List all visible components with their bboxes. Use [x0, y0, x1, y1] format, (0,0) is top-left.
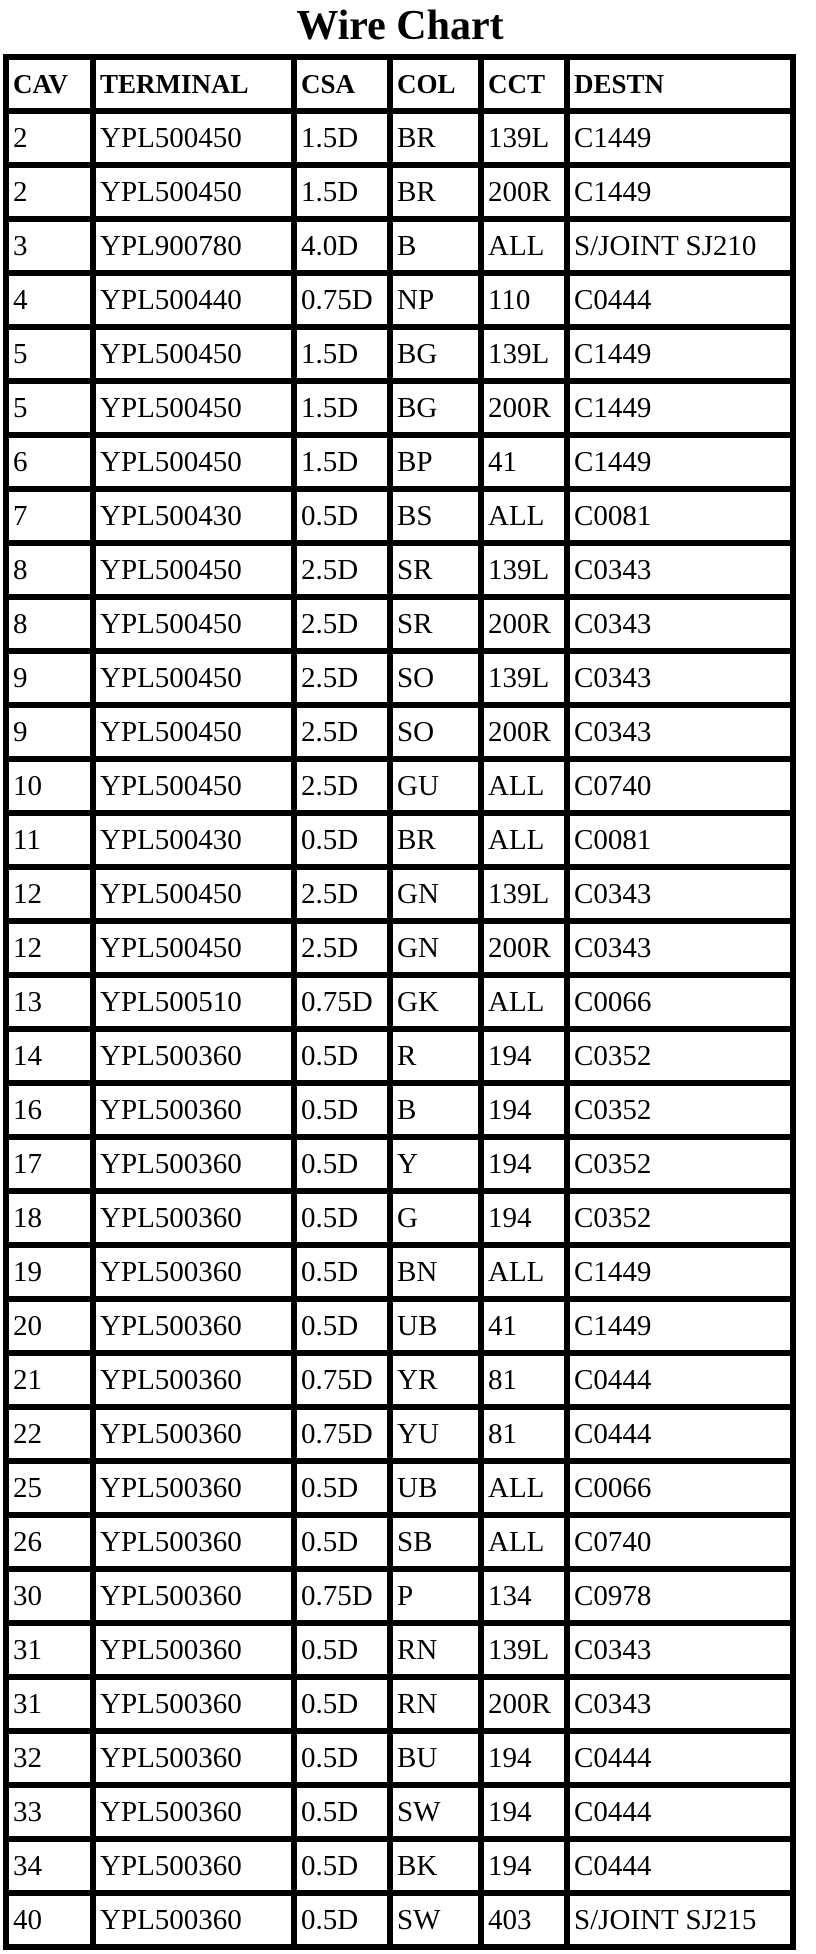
cell-destn: C1449 — [570, 330, 790, 378]
cell-destn: C0081 — [570, 492, 790, 540]
cell-cct: ALL — [484, 762, 564, 810]
cell-terminal: YPL500440 — [96, 276, 291, 324]
cell-cct: 139L — [484, 546, 564, 594]
cell-col: R — [393, 1032, 478, 1080]
table-row — [9, 438, 790, 486]
cell-terminal: YPL500360 — [96, 1302, 291, 1350]
cell-terminal: YPL500360 — [96, 1788, 291, 1836]
cell-destn: C0343 — [570, 600, 790, 648]
cell-col: BG — [393, 384, 478, 432]
cell-csa: 0.5D — [297, 1032, 387, 1080]
cell-cct: 194 — [484, 1734, 564, 1782]
cell-destn: S/JOINT SJ210 — [570, 222, 790, 270]
cell-cav: 2 — [9, 114, 90, 162]
cell-destn: C0343 — [570, 870, 790, 918]
table-row — [9, 114, 790, 162]
cell-col: SB — [393, 1518, 478, 1566]
cell-csa: 0.75D — [297, 978, 387, 1026]
cell-csa: 1.5D — [297, 438, 387, 486]
cell-col: BG — [393, 330, 478, 378]
cell-destn: C1449 — [570, 438, 790, 486]
cell-cav: 12 — [9, 870, 90, 918]
cell-csa: 0.5D — [297, 1734, 387, 1782]
cell-terminal: YPL500450 — [96, 438, 291, 486]
cell-col: B — [393, 1086, 478, 1134]
cell-cct: 81 — [484, 1356, 564, 1404]
cell-terminal: YPL500450 — [96, 870, 291, 918]
table-row — [9, 1734, 790, 1782]
cell-cav: 4 — [9, 276, 90, 324]
cell-cct: 81 — [484, 1410, 564, 1458]
cell-csa: 0.5D — [297, 492, 387, 540]
cell-col: GN — [393, 870, 478, 918]
cell-col: SW — [393, 1788, 478, 1836]
cell-col: BR — [393, 168, 478, 216]
cell-destn: C1449 — [570, 1248, 790, 1296]
table-header-row — [9, 60, 790, 108]
cell-destn: C0444 — [570, 1842, 790, 1890]
table-row — [9, 600, 790, 648]
cell-cav: 13 — [9, 978, 90, 1026]
column-header-csa: CSA — [297, 60, 387, 108]
cell-terminal: YPL500450 — [96, 384, 291, 432]
cell-destn: C0978 — [570, 1572, 790, 1620]
table-row — [9, 1896, 790, 1944]
cell-col: BU — [393, 1734, 478, 1782]
cell-destn: C0740 — [570, 1518, 790, 1566]
cell-cct: ALL — [484, 978, 564, 1026]
cell-col: BP — [393, 438, 478, 486]
cell-terminal: YPL500360 — [96, 1842, 291, 1890]
cell-cav: 9 — [9, 654, 90, 702]
cell-cct: 194 — [484, 1032, 564, 1080]
cell-csa: 0.5D — [297, 1086, 387, 1134]
cell-csa: 2.5D — [297, 870, 387, 918]
cell-cct: 200R — [484, 708, 564, 756]
cell-col: BK — [393, 1842, 478, 1890]
cell-col: BR — [393, 816, 478, 864]
cell-terminal: YPL500360 — [96, 1248, 291, 1296]
cell-col: UB — [393, 1302, 478, 1350]
cell-csa: 0.5D — [297, 1842, 387, 1890]
cell-cct: ALL — [484, 1518, 564, 1566]
cell-cav: 25 — [9, 1464, 90, 1512]
cell-col: SR — [393, 546, 478, 594]
cell-destn: C0740 — [570, 762, 790, 810]
wire-chart-table — [3, 54, 796, 1950]
cell-destn: C1449 — [570, 114, 790, 162]
cell-cct: ALL — [484, 816, 564, 864]
cell-csa: 0.75D — [297, 276, 387, 324]
cell-col: P — [393, 1572, 478, 1620]
cell-csa: 0.5D — [297, 1680, 387, 1728]
cell-csa: 0.5D — [297, 1788, 387, 1836]
cell-cct: 194 — [484, 1842, 564, 1890]
cell-cav: 9 — [9, 708, 90, 756]
cell-csa: 1.5D — [297, 330, 387, 378]
cell-col: SR — [393, 600, 478, 648]
table-row — [9, 816, 790, 864]
table-row — [9, 708, 790, 756]
cell-cav: 6 — [9, 438, 90, 486]
cell-destn: C1449 — [570, 384, 790, 432]
cell-cct: ALL — [484, 1464, 564, 1512]
cell-cct: 139L — [484, 114, 564, 162]
cell-destn: C1449 — [570, 168, 790, 216]
cell-terminal: YPL500360 — [96, 1410, 291, 1458]
cell-col: YU — [393, 1410, 478, 1458]
cell-destn: S/JOINT SJ215 — [570, 1896, 790, 1944]
table-row — [9, 1248, 790, 1296]
cell-terminal: YPL500450 — [96, 654, 291, 702]
cell-terminal: YPL500450 — [96, 114, 291, 162]
cell-csa: 2.5D — [297, 924, 387, 972]
cell-csa: 0.5D — [297, 1518, 387, 1566]
cell-col: BS — [393, 492, 478, 540]
table-row — [9, 168, 790, 216]
cell-destn: C0444 — [570, 1356, 790, 1404]
cell-cav: 21 — [9, 1356, 90, 1404]
table-row — [9, 654, 790, 702]
cell-csa: 0.5D — [297, 1464, 387, 1512]
cell-terminal: YPL500450 — [96, 546, 291, 594]
cell-destn: C0066 — [570, 1464, 790, 1512]
cell-col: RN — [393, 1680, 478, 1728]
cell-destn: C1449 — [570, 1302, 790, 1350]
cell-cav: 20 — [9, 1302, 90, 1350]
cell-terminal: YPL500360 — [96, 1896, 291, 1944]
cell-cct: 194 — [484, 1788, 564, 1836]
cell-cav: 3 — [9, 222, 90, 270]
cell-destn: C0343 — [570, 1680, 790, 1728]
cell-destn: C0352 — [570, 1140, 790, 1188]
cell-col: SO — [393, 654, 478, 702]
cell-col: Y — [393, 1140, 478, 1188]
cell-cct: ALL — [484, 222, 564, 270]
cell-cav: 33 — [9, 1788, 90, 1836]
cell-terminal: YPL500360 — [96, 1032, 291, 1080]
column-header-terminal: TERMINAL — [96, 60, 291, 108]
cell-cav: 16 — [9, 1086, 90, 1134]
cell-cav: 31 — [9, 1626, 90, 1674]
table-row — [9, 1464, 790, 1512]
table-row — [9, 330, 790, 378]
table-row — [9, 276, 790, 324]
cell-terminal: YPL500450 — [96, 600, 291, 648]
cell-col: B — [393, 222, 478, 270]
cell-destn: C0343 — [570, 924, 790, 972]
cell-cct: 200R — [484, 168, 564, 216]
cell-col: GU — [393, 762, 478, 810]
table-row — [9, 546, 790, 594]
table-body — [9, 114, 790, 1944]
page-title: Wire Chart — [296, 3, 504, 49]
cell-terminal: YPL500360 — [96, 1086, 291, 1134]
cell-terminal: YPL500360 — [96, 1464, 291, 1512]
cell-cav: 22 — [9, 1410, 90, 1458]
table-row — [9, 1032, 790, 1080]
table-row — [9, 1302, 790, 1350]
cell-cav: 8 — [9, 600, 90, 648]
cell-cct: 200R — [484, 600, 564, 648]
cell-cav: 12 — [9, 924, 90, 972]
cell-terminal: YPL500450 — [96, 708, 291, 756]
cell-destn: C0352 — [570, 1032, 790, 1080]
table-row — [9, 924, 790, 972]
cell-destn: C0352 — [570, 1086, 790, 1134]
cell-csa: 0.5D — [297, 1140, 387, 1188]
cell-cav: 17 — [9, 1140, 90, 1188]
cell-cct: 139L — [484, 330, 564, 378]
cell-col: SW — [393, 1896, 478, 1944]
cell-cav: 2 — [9, 168, 90, 216]
cell-cct: 200R — [484, 384, 564, 432]
cell-cct: 110 — [484, 276, 564, 324]
table-row — [9, 1086, 790, 1134]
cell-cav: 7 — [9, 492, 90, 540]
cell-terminal: YPL500430 — [96, 816, 291, 864]
cell-cav: 40 — [9, 1896, 90, 1944]
cell-destn: C0352 — [570, 1194, 790, 1242]
cell-cct: 134 — [484, 1572, 564, 1620]
cell-csa: 1.5D — [297, 384, 387, 432]
cell-csa: 0.5D — [297, 1194, 387, 1242]
column-header-col: COL — [393, 60, 478, 108]
cell-cav: 8 — [9, 546, 90, 594]
cell-cav: 14 — [9, 1032, 90, 1080]
column-header-cct: CCT — [484, 60, 564, 108]
cell-csa: 1.5D — [297, 168, 387, 216]
cell-cav: 30 — [9, 1572, 90, 1620]
cell-col: NP — [393, 276, 478, 324]
cell-cav: 11 — [9, 816, 90, 864]
cell-csa: 0.5D — [297, 1248, 387, 1296]
table-row — [9, 762, 790, 810]
cell-cct: 139L — [484, 1626, 564, 1674]
cell-cct: 194 — [484, 1086, 564, 1134]
table-row — [9, 1194, 790, 1242]
cell-terminal: YPL500360 — [96, 1356, 291, 1404]
table-row — [9, 870, 790, 918]
cell-terminal: YPL500360 — [96, 1194, 291, 1242]
cell-terminal: YPL900780 — [96, 222, 291, 270]
cell-terminal: YPL500360 — [96, 1140, 291, 1188]
table-row — [9, 1842, 790, 1890]
column-header-destn: DESTN — [570, 60, 790, 108]
cell-destn: C0444 — [570, 1734, 790, 1782]
cell-destn: C0343 — [570, 654, 790, 702]
cell-destn: C0343 — [570, 708, 790, 756]
table-row — [9, 1572, 790, 1620]
cell-terminal: YPL500510 — [96, 978, 291, 1026]
cell-terminal: YPL500450 — [96, 330, 291, 378]
cell-csa: 0.5D — [297, 1626, 387, 1674]
cell-col: BR — [393, 114, 478, 162]
cell-col: RN — [393, 1626, 478, 1674]
cell-terminal: YPL500360 — [96, 1572, 291, 1620]
cell-col: SO — [393, 708, 478, 756]
cell-cct: 200R — [484, 1680, 564, 1728]
cell-terminal: YPL500360 — [96, 1518, 291, 1566]
cell-destn: C0444 — [570, 276, 790, 324]
cell-csa: 0.5D — [297, 1896, 387, 1944]
cell-cav: 34 — [9, 1842, 90, 1890]
cell-csa: 0.5D — [297, 816, 387, 864]
table-row — [9, 1518, 790, 1566]
cell-destn: C0444 — [570, 1788, 790, 1836]
cell-cav: 5 — [9, 330, 90, 378]
cell-terminal: YPL500450 — [96, 762, 291, 810]
cell-col: BN — [393, 1248, 478, 1296]
cell-cav: 26 — [9, 1518, 90, 1566]
cell-csa: 4.0D — [297, 222, 387, 270]
cell-cct: 139L — [484, 870, 564, 918]
cell-cav: 32 — [9, 1734, 90, 1782]
cell-destn: C0343 — [570, 1626, 790, 1674]
cell-cct: 194 — [484, 1140, 564, 1188]
cell-col: UB — [393, 1464, 478, 1512]
cell-destn: C0444 — [570, 1410, 790, 1458]
cell-col: YR — [393, 1356, 478, 1404]
cell-csa: 2.5D — [297, 708, 387, 756]
table-row — [9, 978, 790, 1026]
cell-csa: 2.5D — [297, 600, 387, 648]
column-header-cav: CAV — [9, 60, 90, 108]
table-row — [9, 492, 790, 540]
cell-cct: 194 — [484, 1194, 564, 1242]
cell-cct: ALL — [484, 492, 564, 540]
cell-cct: 139L — [484, 654, 564, 702]
cell-csa: 2.5D — [297, 654, 387, 702]
table-row — [9, 1788, 790, 1836]
cell-terminal: YPL500360 — [96, 1626, 291, 1674]
cell-cct: ALL — [484, 1248, 564, 1296]
table-row — [9, 1356, 790, 1404]
cell-csa: 2.5D — [297, 546, 387, 594]
cell-cct: 41 — [484, 1302, 564, 1350]
cell-terminal: YPL500450 — [96, 924, 291, 972]
cell-csa: 1.5D — [297, 114, 387, 162]
cell-col: GN — [393, 924, 478, 972]
cell-cct: 41 — [484, 438, 564, 486]
cell-csa: 2.5D — [297, 762, 387, 810]
cell-cav: 19 — [9, 1248, 90, 1296]
cell-cct: 403 — [484, 1896, 564, 1944]
table-row — [9, 222, 790, 270]
table-row — [9, 1410, 790, 1458]
cell-csa: 0.5D — [297, 1302, 387, 1350]
cell-col: GK — [393, 978, 478, 1026]
table-row — [9, 1140, 790, 1188]
cell-destn: C0066 — [570, 978, 790, 1026]
cell-terminal: YPL500430 — [96, 492, 291, 540]
cell-csa: 0.75D — [297, 1356, 387, 1404]
cell-cct: 200R — [484, 924, 564, 972]
cell-cav: 18 — [9, 1194, 90, 1242]
cell-destn: C0081 — [570, 816, 790, 864]
cell-terminal: YPL500360 — [96, 1734, 291, 1782]
table-row — [9, 384, 790, 432]
cell-terminal: YPL500450 — [96, 168, 291, 216]
cell-col: G — [393, 1194, 478, 1242]
table-row — [9, 1626, 790, 1674]
cell-csa: 0.75D — [297, 1410, 387, 1458]
cell-terminal: YPL500360 — [96, 1680, 291, 1728]
cell-destn: C0343 — [570, 546, 790, 594]
cell-csa: 0.75D — [297, 1572, 387, 1620]
table-row — [9, 1680, 790, 1728]
cell-cav: 5 — [9, 384, 90, 432]
cell-cav: 31 — [9, 1680, 90, 1728]
cell-cav: 10 — [9, 762, 90, 810]
